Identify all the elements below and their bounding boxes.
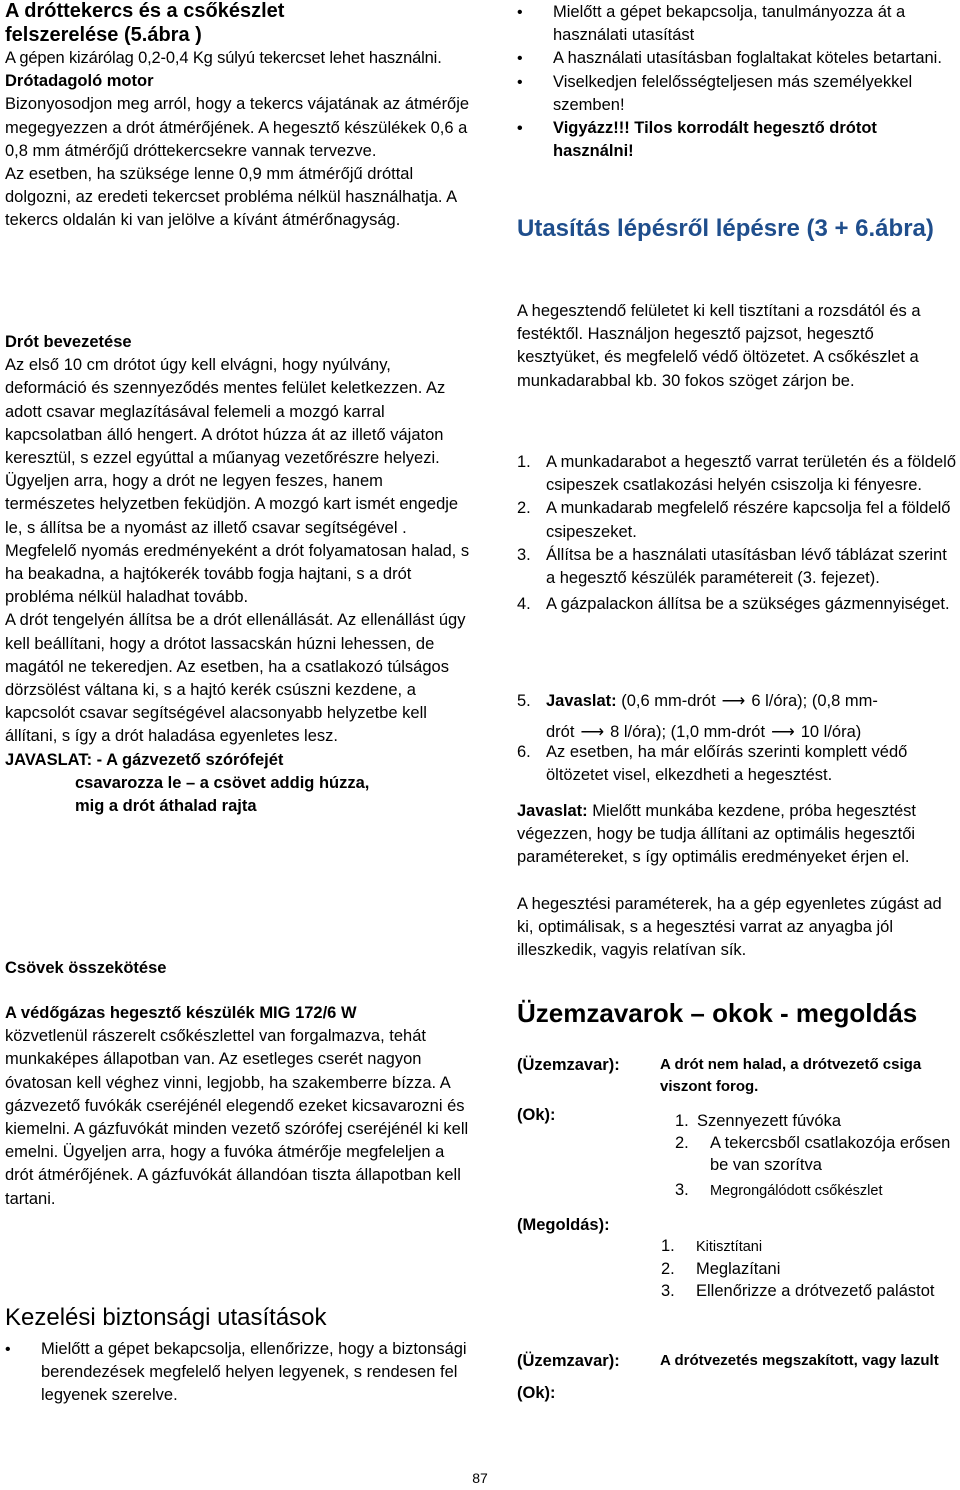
fault-description: A drót nem halad, a drótvezető csiga viszont forog. [660,1056,922,1095]
paragraph-wire-resistance: A drót tengelyén állítsa be a drót ellenállását. Az ellenállást úgy kell beállítani, hogy a drótot lassacskán húzni lehessen, de magától ne tekeredjen. Az esetben, ha a csatlakozó túlságos dörzsölést váltana ki, s a hajtó kerék csúszni kezdene, a kapcsolót csavar segítségével alacsonyabb helyzetbe kell állítani, s így a drót haladása egyenletes lesz. [5,611,466,746]
paragraph-surface-prep: A hegesztendő felületet ki kell tisztítani a rozsdától és a festéktől. Használjon hegesztő pajzsot, hegesztő kesztyüket, és megfelelő védő öltözetet. A csőkészlet a munkadarabbal kb. 30 fokos szöget zárjon be. [517,302,921,390]
fault-block-2 [517,1350,957,1402]
paragraph-09mm-wire: Az esetben, ha szüksége lenne 0,9 mm átmérőjű dróttal dolgozni, az eredeti tekercset probléma nélkül használhatja. A tekercs oldalán ki van jelölve a kívánt átmérőnagyság. [5,165,457,230]
safety-bullet-list [5,1338,475,1408]
heading-mig-device: A védőgázas hegesztő készülék MIG 172/6 W [5,1004,357,1022]
heading-wire-feed-motor: Drótadagoló motor [5,72,154,91]
heading-hose-connection: Csövek összekötése [5,959,167,977]
heading-step-by-step: Utasítás lépésről lépésre (3 + 6.ábra) [517,215,934,242]
list-item: 1. Kitisztítani [661,1237,763,1255]
list-item-step6: 6. Az esetben, ha már előírás szerinti komplett védő öltözetet visel, elkezdheti a hegesztést. [517,743,908,785]
list-item-step5: 5. Javaslat: (0,6 mm-drót ⟶ 6 l/óra); (0,8 mm- drót ⟶ 8 l/óra); (1,0 mm-drót ⟶ 10 l/óra) [517,686,957,748]
heading-safety-instructions: Kezelési biztonsági utasítások [5,1304,327,1331]
fault-label: (Üzemzavar): [517,1056,620,1074]
cause-label: (Ok): [517,1384,556,1402]
fix-label: (Megoldás): [517,1216,610,1234]
section-title-wire-coil: A dróttekercs és a csőkészlet felszerelése (5.ábra ) [5,0,285,46]
safety-bullet-list-continued [517,1,957,163]
list-item: 3. Ellenőrizze a drótvezető palástot [661,1282,935,1300]
list-item: 3. Állítsa be a használati utasításban lévő táblázat szerint a hegesztő készülék paramétereit (3. fejezet). [517,545,947,588]
paragraph-optimal-params: A hegesztési paraméterek, ha a gép egyenletes zúgást ad ki, optimálisak, s a hegesztési varrat az anyagba jól illeszkedik, vagyis relatívan sík. [517,895,942,960]
steps-list [517,451,957,616]
list-item: 2. Meglazítani [661,1260,781,1278]
list-item: • Mielőtt a gépet bekapcsolja, ellenőrizze, hogy a biztonsági berendezések megfelelő helyen legyenek, s rendesen fel legyenek szerelve. [5,1338,475,1408]
list-item: 3. Megrongálódott csőkészlet [675,1181,883,1199]
list-item: 1. Szennyezett fúvóka [675,1112,842,1130]
cause-label: (Ok): [517,1106,556,1124]
list-item: • A használati utasításban foglaltakat köteles betartani. [517,47,957,70]
tip-gas-nozzle: JAVASLAT: - A gázvezető szórófejét csavarozza le – a csövet addig húzza, mig a drót áthalad rajta [5,750,370,816]
paragraph-coil-weight: A gépen kizárólag 0,2-0,4 Kg súlyú tekercset lehet használni. [5,49,442,67]
arrow-icon: ⟶ [721,692,746,710]
list-item: 1. A munkadarabot a hegesztő varrat területén és a földelő csipeszek csatlakozási helyén csiszolja ki fényesre. [517,453,957,495]
list-item: 2. A tekercsből csatlakozója erősen be van szorítva [675,1134,951,1174]
heading-wire-introduction: Drót bevezetése [5,333,132,351]
fix-list [661,1235,951,1302]
list-item: • Mielőtt a gépet bekapcsolja, tanulmányozza át a használati utasítást [517,1,957,47]
arrow-icon: ⟶ [771,723,795,741]
paragraph-wire-introduction: Az első 10 cm drótot úgy kell elvágni, hogy nyúlvány, deformáció és szennyeződés mentes felület keletkezzen. Az adott csavar meglazításával felemeli a mozgó karral kapcsolatban álló hengert. A drótot húzza át az illető vájaton keresztül, s ezzel egyúttal a műanyag vezetőrészre helyezi. Ügyeljen arra, hogy a drót ne legyen feszes, hanem természetes helyzetben feküdjön. A mozgó kart ismét engedje le, s állítsa be a nyomást az illető csavar segítségével . Megfelelő nyomás eredményeként a drót folyamatosan halad, s ha beakadna, a hajtókerék tovább fogja hajtani, s a drót probléma nélkül haladhat tovább. [5,356,470,607]
list-item-warning: • Vigyázz!!! Tilos korrodált hegesztő drótot használni! [517,117,957,163]
fault-block-1 [517,1054,957,1202]
list-item: 4. A gázpalackon állítsa be a szükséges gázmennyiséget. [517,595,950,614]
paragraph-coil-groove: Bizonyosodjon meg arról, hogy a tekercs vájatának az átmérője megegyezzen a drót átmérőjének. A hegesztő készülékek 0,6 a 0,8 mm átmérőjű dróttekercsekre vannak tervezve. [5,95,470,160]
fault-label: (Üzemzavar): [517,1352,620,1370]
list-item: 2. A munkadarab megfelelő részére kapcsolja fel a földelő csipeszeket. [517,499,951,541]
paragraph-test-weld-tip: Javaslat: Mielőtt munkába kezdene, próba hegesztést végezzen, hogy be tudja állítani az optimális hegesztői paramétereket, s így optimális eredményeket érjen el. [517,802,917,867]
heading-troubleshooting: Üzemzavarok – okok - megoldás [517,998,918,1028]
list-item: • Viselkedjen felelősségteljesen más személyekkel szemben! [517,71,957,117]
page-number: 87 [472,1470,488,1486]
cause-list [675,1110,957,1202]
paragraph-hose-set: közvetlenül rászerelt csőkészlettel van forgalmazva, tehát munkaképes állapotban van. Az esetleges cserét nagyon óvatosan kell véghez vinni, legjobb, ha szakemberre bízza. A gázvezető fuvókák cseréjénél elegendő ezeket kicsavarozni és kiemelni. A gázfuvókát minden vezető szórófej cseréjénél ki kell emelni. Ügyeljen arra, hogy a fuvóka átmérője megfeleljen a drót átmérőjének. A gázfuvókát állandóan tiszta állapotban kell tartani. [5,1027,469,1208]
fault-description: A drótvezetés megszakított, vagy lazult [660,1352,939,1369]
arrow-icon: ⟶ [580,723,605,741]
